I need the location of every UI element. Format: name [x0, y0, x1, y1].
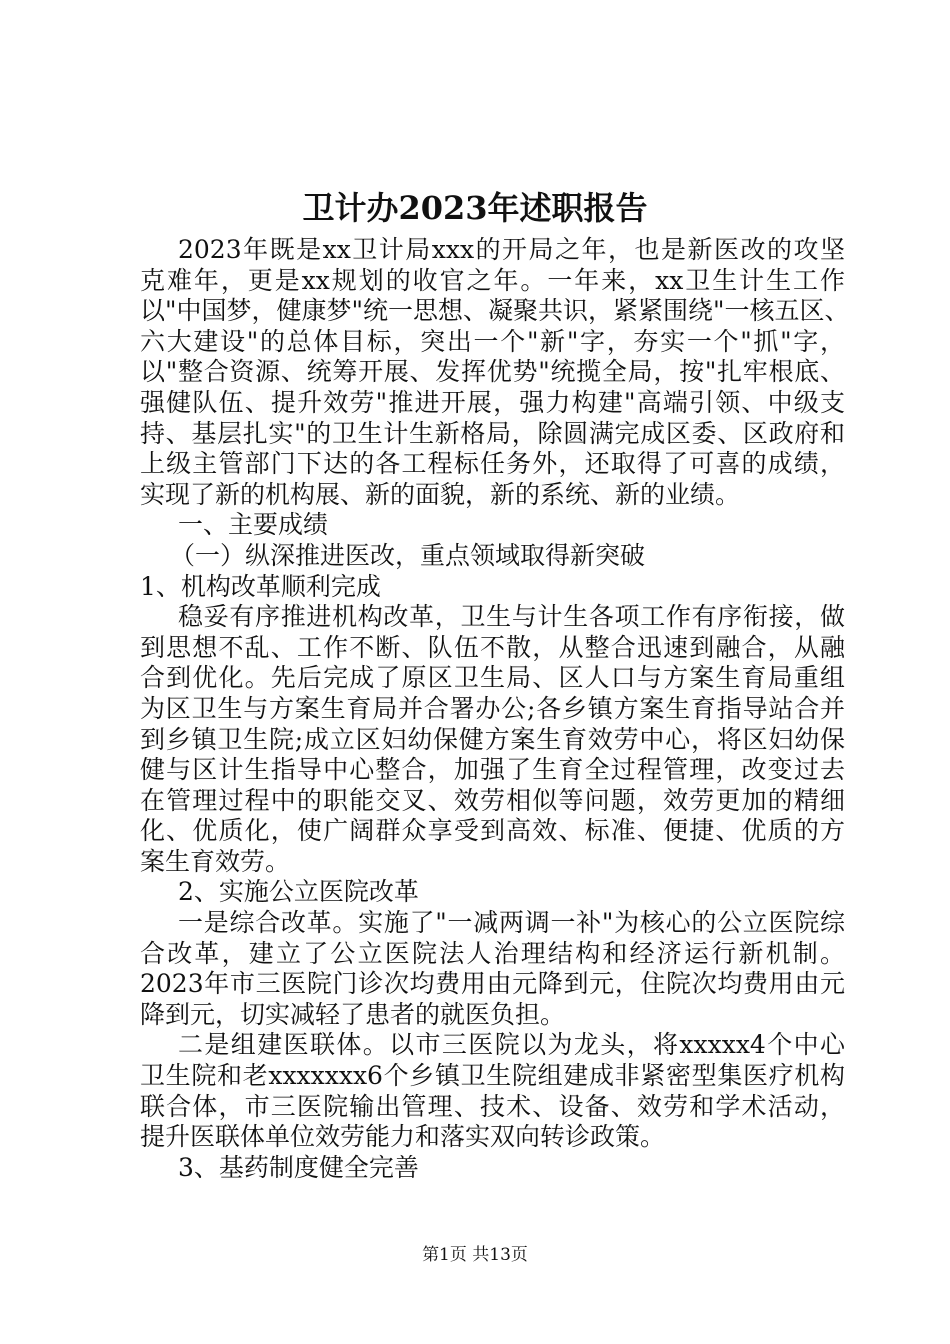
text-line: 合到优化。先后完成了原区卫生局、区人口与方案生育局重组	[140, 663, 845, 693]
text-line: 化、优质化，使广阔群众享受到高效、标准、便捷、优质的方	[140, 816, 845, 846]
text-line: （一）纵深推进医改，重点领域取得新突破	[170, 540, 646, 570]
text-line: 在管理过程中的职能交叉、效劳相似等问题，效劳更加的精细	[140, 785, 845, 815]
text-line: 降到元，切实减轻了患者的就医负担。	[140, 999, 566, 1029]
text-line: 联合体，市三医院输出管理、技术、设备、效劳和学术活动，	[140, 1091, 845, 1121]
text-line: 强健队伍、提升效劳"推进开展，强力构建"高端引领、中级支	[140, 387, 845, 417]
text-line: 六大建设"的总体目标，突出一个"新"字，夯实一个"抓"字，	[140, 326, 845, 356]
text-line: 3、基药制度健全完善	[178, 1152, 419, 1182]
text-line: 到思想不乱、工作不断、队伍不散，从整合迅速到融合，从融	[140, 632, 845, 662]
text-line: 健与区计生指导中心整合，加强了生育全过程管理，改变过去	[140, 755, 845, 785]
text-line: 提升医联体单位效劳能力和落实双向转诊政策。	[140, 1122, 666, 1152]
text-line: 克难年，更是xx规划的收官之年。一年来，xx卫生计生工作	[140, 265, 845, 295]
page-footer: 第1页 共13页	[422, 1245, 528, 1265]
text-line: 2、实施公立医院改革	[178, 877, 419, 907]
text-line: 一、主要成绩	[178, 510, 329, 540]
text-line: 2023年市三医院门诊次均费用由元降到元，住院次均费用由元	[140, 969, 845, 999]
document-body	[140, 235, 850, 1183]
text-line: 案生育效劳。	[140, 846, 291, 876]
text-line: 上级主管部门下达的各工程标任务外，还取得了可喜的成绩，	[140, 449, 845, 479]
text-line: 1、机构改革顺利完成	[140, 571, 381, 601]
text-line: 为区卫生与方案生育局并合署办公;各乡镇方案生育指导站合并	[140, 693, 845, 723]
text-line: 合改革，建立了公立医院法人治理结构和经济运行新机制。	[140, 938, 845, 968]
text-line: 一是综合改革。实施了"一减两调一补"为核心的公立医院综	[178, 908, 845, 938]
document-title: 卫计办2023年述职报告	[302, 189, 648, 227]
text-line: 到乡镇卫生院;成立区妇幼保健方案生育效劳中心，将区妇幼保	[140, 724, 845, 754]
text-line: 以"中国梦，健康梦"统一思想、凝聚共识，紧紧围绕"一核五区、	[140, 296, 850, 326]
text-line: 卫生院和老xxxxxxx6个乡镇卫生院组建成非紧密型集医疗机构	[140, 1061, 845, 1091]
text-line: 持、基层扎实"的卫生计生新格局，除圆满完成区委、区政府和	[140, 418, 845, 448]
text-line: 实现了新的机构展、新的面貌，新的系统、新的业绩。	[140, 479, 741, 509]
text-line: 二是组建医联体。以市三医院以为龙头，将xxxxx4个中心	[178, 1030, 845, 1060]
text-line: 2023年既是xx卫计局xxx的开局之年，也是新医改的攻坚	[178, 235, 845, 264]
text-line: 稳妥有序推进机构改革，卫生与计生各项工作有序衔接，做	[178, 602, 845, 632]
text-line: 以"整合资源、统筹开展、发挥优势"统揽全局，按"扎牢根底、	[140, 357, 845, 387]
